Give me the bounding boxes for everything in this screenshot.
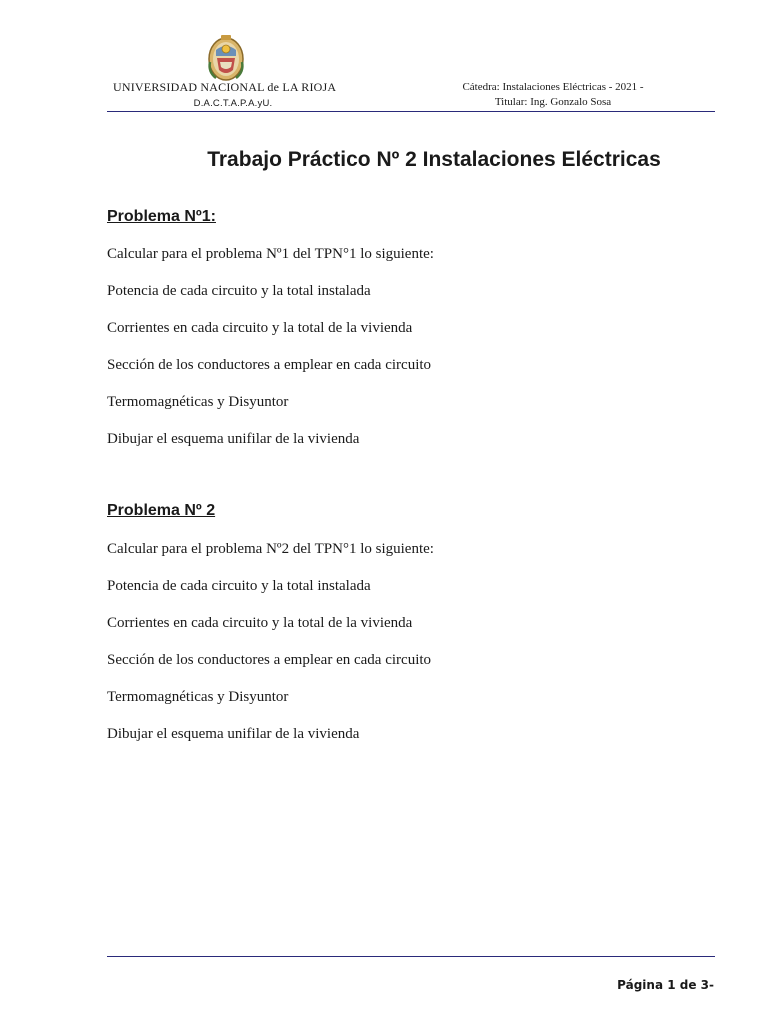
problem-1-line: Corrientes en cada circuito y la total de la vivienda [107,320,413,336]
header-course-info [420,80,686,110]
problem-2-line: Dibujar el esquema unifilar de la vivienda [107,726,360,742]
problem-1-line: Calcular para el problema Nº1 del TPN°1 lo siguiente: [107,246,434,262]
problem-2-heading: Problema Nº 2 [107,502,216,519]
course-name: Cátedra: Instalaciones Eléctricas - 2021 - [462,81,644,93]
header-institution [113,80,353,111]
header-divider [107,111,715,112]
teacher-name: Titular: Ing. Gonzalo Sosa [494,96,612,108]
university-crest-logo [206,32,246,82]
problem-1-line: Termomagnéticas y Disyuntor [107,394,289,410]
footer-divider [107,956,715,957]
problem-1-line: Sección de los conductores a emplear en cada circuito [107,357,432,373]
problem-2-line: Sección de los conductores a emplear en cada circuito [107,652,432,668]
university-name: UNIVERSIDAD NACIONAL de LA RIOJA [113,80,337,94]
problem-1-line: Dibujar el esquema unifilar de la vivienda [107,431,360,447]
problem-2-line: Termomagnéticas y Disyuntor [107,689,289,705]
problem-1-line: Potencia de cada circuito y la total instalada [107,283,371,299]
department-name: D.A.C.T.A.P.A.yU. [193,98,273,109]
page-number: Página 1 de 3- [617,978,714,992]
problem-2-line: Potencia de cada circuito y la total instalada [107,578,371,594]
problem-2-line: Calcular para el problema Nº2 del TPN°1 lo siguiente: [107,541,434,557]
document-title: Trabajo Práctico Nº 2 Instalaciones Eléctricas [207,148,661,171]
problem-1-heading: Problema Nº1: [107,208,216,225]
problem-2-line: Corrientes en cada circuito y la total de la vivienda [107,615,413,631]
